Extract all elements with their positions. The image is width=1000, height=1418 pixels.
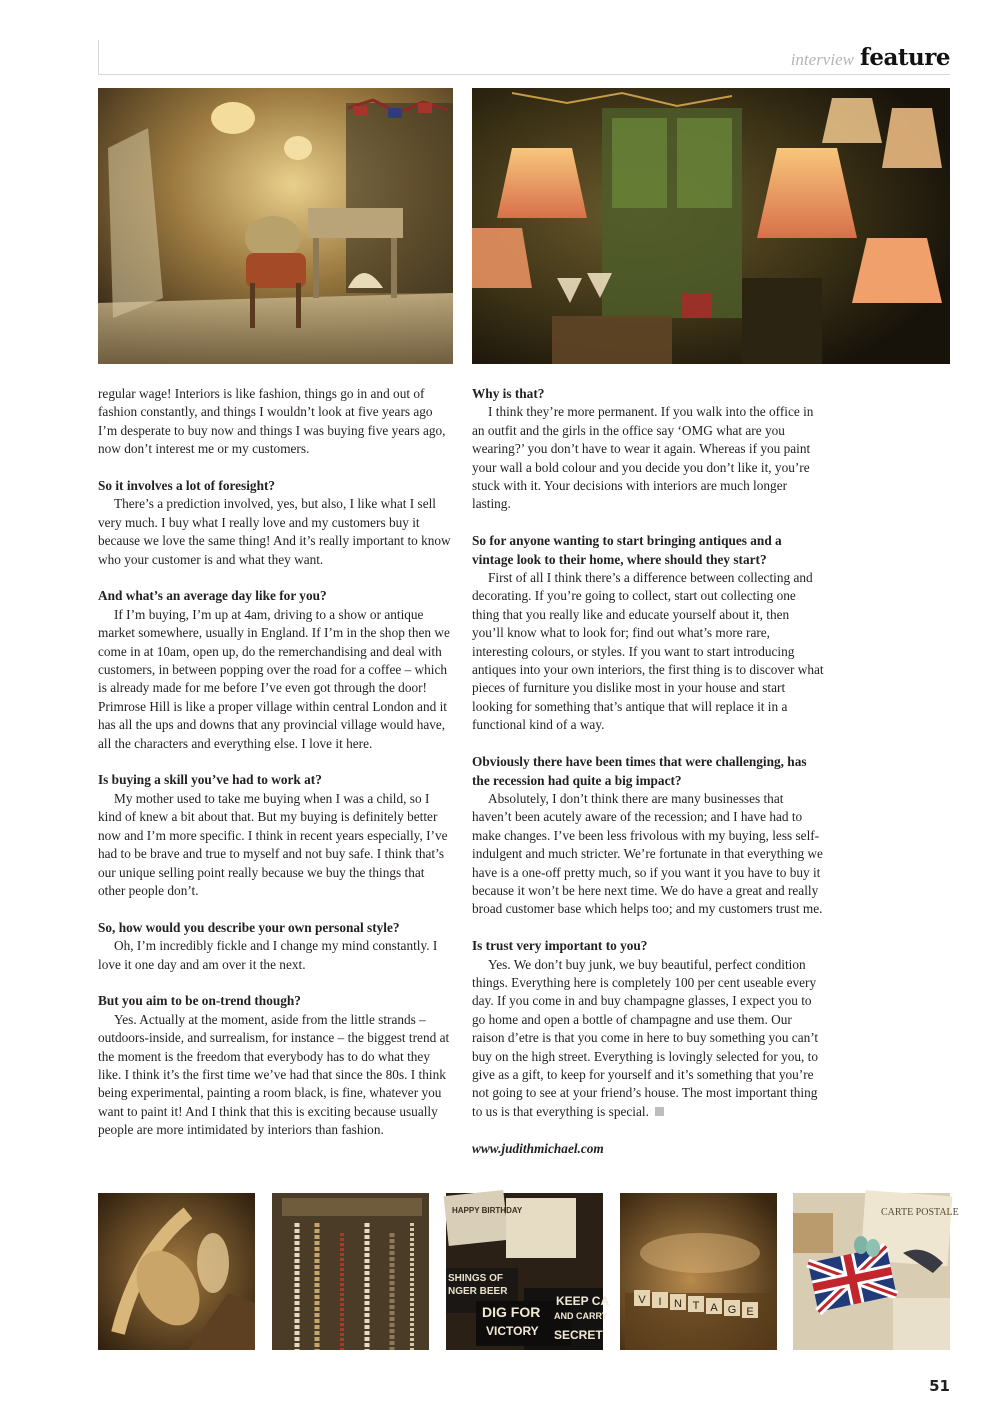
interview-question: So it involves a lot of foresight? bbox=[98, 478, 276, 494]
interview-question: Why is that? bbox=[472, 386, 545, 401]
photo-shop-interior-dressing-table bbox=[98, 88, 453, 364]
article-block bbox=[98, 587, 454, 753]
website-link[interactable]: www.judithmichael.com bbox=[472, 1140, 604, 1156]
sign-text: VICTORY bbox=[486, 1324, 539, 1338]
interview-question: Is buying a skill you’ve had to work at? bbox=[98, 772, 322, 788]
article-block bbox=[98, 771, 454, 900]
letter-tile: T bbox=[692, 1300, 700, 1312]
page-number: 51 bbox=[929, 1377, 950, 1395]
photo-vintage-letter-tiles bbox=[620, 1193, 777, 1350]
answer-paragraph bbox=[472, 956, 824, 1122]
article-block bbox=[98, 992, 454, 1139]
postcard-text: CARTE POSTALE bbox=[881, 1207, 959, 1218]
answer-paragraph: Absolutely, I don’t think there are many businesses that haven’t been acutely aware of the recession; and I have had to make changes. I’ve been less frivolous with my buying, less self-indulgent and much stricter. We’re fortunate in that everything we have is a one-off pretty much, so if you want it you have to buy it because it won’t be here next time. We do have a great and really broad customer base which helps too; and my customers trust me. bbox=[472, 790, 823, 917]
photo-shop-lamps bbox=[472, 88, 950, 364]
section-label: interview bbox=[790, 50, 854, 69]
article-block bbox=[472, 937, 824, 1121]
letter-tile: G bbox=[727, 1304, 737, 1316]
letter-tile: I bbox=[658, 1296, 662, 1308]
corner-rule-vertical bbox=[98, 40, 99, 74]
answer-paragraph: Yes. Actually at the moment, aside from the little strands – outdoors-inside, and surrealism, for instance – the biggest trend at the moment is the freedom that everybody has to do what they like. I think it’s the first time we’ve had that since the 80s. I think being experimental, painting a room black, is fine, whatever you want to paint it! And I think that this is exciting because usually people are more intimidated by interiors than fashion. bbox=[98, 1011, 450, 1138]
letter-tile: A bbox=[710, 1302, 718, 1314]
article-block bbox=[98, 919, 454, 974]
article-block bbox=[98, 477, 454, 569]
sign-text: KEEP CA bbox=[556, 1294, 610, 1308]
interview-question: Is trust very important to you? bbox=[472, 938, 648, 954]
answer-paragraph: regular wage! Interiors is like fashion, things go in and out of fashion constantly, and things I wouldn’t look at five years ago I’m desperate to buy now and things I was buying five years ago, now don’t interest me or my customers. bbox=[98, 386, 446, 457]
interview-question: But you aim to be on-trend though? bbox=[98, 993, 301, 1009]
letter-tile: V bbox=[638, 1294, 646, 1306]
photo-silver-spoons bbox=[98, 1193, 255, 1350]
sign-text: DIG FOR bbox=[482, 1304, 541, 1320]
answer-paragraph: My mother used to take me buying when I was a child, so I kind of knew a bit about that. But my buying is definitely better now and I’m more specific. I think in recent years especially, I’ve had to be brave and true to myself and not buy safe. I think that’s our unique selling point really because we buy the things that other people don’t. bbox=[98, 790, 448, 898]
article-block bbox=[472, 753, 824, 919]
answer-paragraph: Oh, I’m incredibly fickle and I change my mind constantly. I love it one day and am over it the next. bbox=[98, 938, 438, 972]
article-block bbox=[472, 532, 824, 734]
article-column-right bbox=[472, 385, 824, 1158]
article-column-left bbox=[98, 385, 454, 1158]
photo-vintage-signs bbox=[446, 1193, 610, 1350]
answer-paragraph: I think they’re more permanent. If you walk into the office in an outfit and the girls in the office say ‘OMG what are you wearing?’ you don’t have to wear it again. Whereas if you paint your wall a bold colour and you decide you don’t like it, you’re stuck with it. Your decisions with interiors are much longer lasting. bbox=[472, 404, 814, 512]
sign-text: SHINGS OF bbox=[448, 1273, 504, 1284]
letter-tile: E bbox=[746, 1306, 754, 1318]
end-of-article-square-icon bbox=[655, 1107, 664, 1116]
header-rule bbox=[98, 74, 950, 75]
answer-text: Yes. We don’t buy junk, we buy beautiful, perfect condition things. Everything here is completely 100 per cent useable every day. If you come in and buy champagne glasses, I expect you to go home and open a bottle of champagne and use them. Our raison d’etre is that you come in here to buy something you can’t buy on the high street. Everything is lovingly selected for you, to give as a gift, to keep for yourself and it’s something that you’re not going to see at your friend’s house. The most important thing to us is that everything is special. bbox=[472, 956, 819, 1119]
sign-text: SECRET bbox=[554, 1328, 603, 1342]
interview-question: So, how would you describe your own personal style? bbox=[98, 919, 400, 935]
interview-question: So for anyone wanting to start bringing antiques and a vintage look to their home, where should they start? bbox=[472, 533, 782, 567]
sign-text: NGER BEER bbox=[448, 1286, 508, 1297]
sign-text: AND CARRY bbox=[554, 1311, 608, 1321]
article-block bbox=[472, 385, 824, 514]
interview-question: Obviously there have been times that were challenging, has the recession had quite a big impact? bbox=[472, 754, 807, 788]
photo-pearl-necklaces bbox=[272, 1193, 429, 1350]
letter-tile: N bbox=[674, 1298, 682, 1310]
interview-question: And what’s an average day like for you? bbox=[98, 588, 327, 604]
article-block bbox=[98, 385, 454, 459]
feature-label: feature bbox=[859, 44, 950, 71]
answer-paragraph: There’s a prediction involved, yes, but also, I like what I sell very much. I buy what I really love and my customers buy it because we love the same thing! And it’s really important to know who your customer is and what they want. bbox=[98, 496, 451, 567]
page-header bbox=[791, 44, 950, 71]
sign-happy-birthday: HAPPY BIRTHDAY bbox=[452, 1206, 523, 1215]
answer-paragraph: First of all I think there’s a difference between collecting and decorating. If you’re going to collect, start out collecting one thing that you really like and educate yourself about it, then you’ll know what to look for; find out what’s more rare, interesting colours, or styles. If you want to start introducing antiques into your own interiors, the first thing is to discover what pieces of furniture you dislike most in your house and start looking for something that’s antique that will replace it in a functional kind of a way. bbox=[472, 570, 824, 733]
photo-postcards-union-jack bbox=[793, 1193, 959, 1350]
answer-paragraph: If I’m buying, I’m up at 4am, driving to a show or antique market somewhere, usually in England. If I’m in the shop then we come in at 10am, open up, do the remerchandising and deal with customers, in between popping over the road for a coffee – which is already made for me before I’ve even got through the door! Primrose Hill is like a proper village within central London and it has all the ups and downs that any provincial village would have, all the characters and everything else. I love it here. bbox=[98, 606, 450, 751]
